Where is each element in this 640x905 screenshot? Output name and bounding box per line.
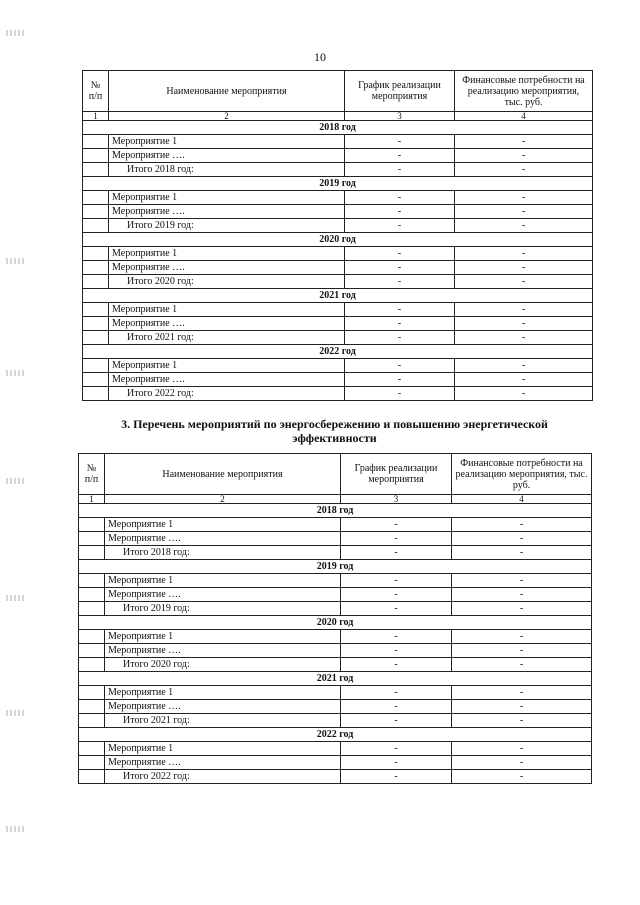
event-finance: - bbox=[452, 742, 592, 756]
event-name: Мероприятие 1 bbox=[109, 191, 345, 205]
event-finance: - bbox=[455, 247, 593, 261]
event-schedule: - bbox=[341, 532, 452, 546]
event-name: Мероприятие …. bbox=[109, 373, 345, 387]
event-schedule: - bbox=[341, 630, 452, 644]
table-row bbox=[83, 135, 593, 149]
table-row bbox=[83, 373, 593, 387]
row-number bbox=[83, 191, 109, 205]
event-name: Итого 2019 год: bbox=[109, 219, 345, 233]
event-name: Мероприятие 1 bbox=[109, 303, 345, 317]
event-name: Мероприятие 1 bbox=[109, 247, 345, 261]
event-finance: - bbox=[452, 770, 592, 784]
total-row bbox=[83, 163, 593, 177]
table-row bbox=[79, 756, 592, 770]
event-schedule: - bbox=[345, 149, 455, 163]
event-schedule: - bbox=[341, 588, 452, 602]
row-number bbox=[79, 518, 105, 532]
scan-artifact bbox=[6, 370, 24, 376]
event-schedule: - bbox=[341, 658, 452, 672]
total-row bbox=[79, 770, 592, 784]
event-name: Итого 2020 год: bbox=[105, 658, 341, 672]
event-finance: - bbox=[455, 261, 593, 275]
table-row bbox=[79, 518, 592, 532]
year-row bbox=[79, 504, 592, 518]
event-finance: - bbox=[452, 756, 592, 770]
event-finance: - bbox=[452, 630, 592, 644]
total-row bbox=[79, 546, 592, 560]
event-name: Мероприятие 1 bbox=[109, 135, 345, 149]
section-3-title: 3. Перечень мероприятий по энергосбережению и повышению энергетической эффективности bbox=[121, 417, 548, 445]
row-number bbox=[79, 630, 105, 644]
event-finance: - bbox=[452, 518, 592, 532]
row-number bbox=[79, 574, 105, 588]
event-name: Мероприятие …. bbox=[105, 532, 341, 546]
table-row bbox=[83, 247, 593, 261]
year-label: 2020 год bbox=[83, 233, 593, 247]
event-name: Мероприятие 1 bbox=[105, 686, 341, 700]
row-number bbox=[83, 331, 109, 345]
year-row bbox=[83, 121, 593, 135]
event-finance: - bbox=[455, 387, 593, 401]
total-row bbox=[83, 331, 593, 345]
event-finance: - bbox=[452, 714, 592, 728]
table-row bbox=[79, 686, 592, 700]
table-row bbox=[79, 742, 592, 756]
event-finance: - bbox=[455, 275, 593, 289]
event-name: Мероприятие …. bbox=[109, 149, 345, 163]
event-name: Итого 2021 год: bbox=[105, 714, 341, 728]
year-label: 2021 год bbox=[83, 289, 593, 303]
table-row bbox=[79, 532, 592, 546]
table-row bbox=[83, 317, 593, 331]
year-label: 2021 год bbox=[79, 672, 592, 686]
row-number bbox=[79, 644, 105, 658]
event-finance: - bbox=[455, 373, 593, 387]
event-name: Итого 2018 год: bbox=[105, 546, 341, 560]
event-finance: - bbox=[452, 700, 592, 714]
event-name: Мероприятие …. bbox=[109, 205, 345, 219]
header-schedule: График реализации мероприятия bbox=[341, 454, 452, 495]
event-schedule: - bbox=[341, 686, 452, 700]
row-number bbox=[79, 686, 105, 700]
table-body bbox=[79, 495, 592, 784]
year-row bbox=[83, 233, 593, 247]
event-name: Мероприятие 1 bbox=[105, 574, 341, 588]
column-numbers-row bbox=[79, 495, 592, 504]
row-number bbox=[83, 163, 109, 177]
scan-artifact bbox=[6, 595, 24, 601]
row-number bbox=[79, 532, 105, 546]
table-row bbox=[83, 359, 593, 373]
table-header-row bbox=[83, 71, 593, 112]
column-number: 2 bbox=[105, 495, 341, 504]
year-row bbox=[79, 672, 592, 686]
event-finance: - bbox=[452, 644, 592, 658]
total-row bbox=[83, 387, 593, 401]
table-row bbox=[79, 630, 592, 644]
event-finance: - bbox=[452, 574, 592, 588]
year-label: 2019 год bbox=[83, 177, 593, 191]
table-row bbox=[79, 574, 592, 588]
scan-artifact bbox=[6, 258, 24, 264]
event-schedule: - bbox=[345, 317, 455, 331]
event-finance: - bbox=[452, 686, 592, 700]
event-schedule: - bbox=[341, 518, 452, 532]
total-row bbox=[79, 714, 592, 728]
row-number bbox=[79, 588, 105, 602]
event-schedule: - bbox=[341, 756, 452, 770]
event-finance: - bbox=[455, 163, 593, 177]
event-schedule: - bbox=[345, 135, 455, 149]
year-label: 2020 год bbox=[79, 616, 592, 630]
event-schedule: - bbox=[341, 700, 452, 714]
year-row bbox=[83, 345, 593, 359]
table-row bbox=[83, 149, 593, 163]
event-finance: - bbox=[455, 331, 593, 345]
events-table-1 bbox=[82, 70, 593, 401]
column-number: 4 bbox=[452, 495, 592, 504]
event-schedule: - bbox=[345, 359, 455, 373]
event-schedule: - bbox=[341, 602, 452, 616]
scan-artifact bbox=[6, 710, 24, 716]
event-name: Итого 2019 год: bbox=[105, 602, 341, 616]
table-header-row bbox=[79, 454, 592, 495]
table-row bbox=[83, 303, 593, 317]
event-finance: - bbox=[455, 359, 593, 373]
year-label: 2018 год bbox=[83, 121, 593, 135]
total-row bbox=[79, 658, 592, 672]
event-finance: - bbox=[452, 588, 592, 602]
event-name: Итого 2022 год: bbox=[105, 770, 341, 784]
event-name: Итого 2021 год: bbox=[109, 331, 345, 345]
year-row bbox=[79, 560, 592, 574]
table-row bbox=[79, 644, 592, 658]
event-schedule: - bbox=[341, 644, 452, 658]
year-label: 2022 год bbox=[79, 728, 592, 742]
row-number bbox=[83, 303, 109, 317]
column-numbers-row bbox=[83, 112, 593, 121]
event-finance: - bbox=[452, 532, 592, 546]
table-row bbox=[83, 191, 593, 205]
event-name: Мероприятие …. bbox=[109, 261, 345, 275]
table-row bbox=[79, 700, 592, 714]
row-number bbox=[83, 373, 109, 387]
year-row bbox=[83, 289, 593, 303]
row-number bbox=[79, 756, 105, 770]
event-schedule: - bbox=[345, 191, 455, 205]
year-label: 2019 год bbox=[79, 560, 592, 574]
event-schedule: - bbox=[345, 261, 455, 275]
event-schedule: - bbox=[341, 770, 452, 784]
column-number: 2 bbox=[109, 112, 345, 121]
event-name: Итого 2020 год: bbox=[109, 275, 345, 289]
scan-artifact bbox=[6, 826, 24, 832]
event-finance: - bbox=[452, 602, 592, 616]
row-number bbox=[79, 602, 105, 616]
column-number: 4 bbox=[455, 112, 593, 121]
event-finance: - bbox=[455, 317, 593, 331]
row-number bbox=[83, 219, 109, 233]
column-number: 1 bbox=[83, 112, 109, 121]
event-schedule: - bbox=[341, 714, 452, 728]
row-number bbox=[83, 275, 109, 289]
row-number bbox=[83, 205, 109, 219]
total-row bbox=[79, 602, 592, 616]
table-row bbox=[83, 205, 593, 219]
event-name: Мероприятие …. bbox=[105, 700, 341, 714]
event-name: Мероприятие …. bbox=[109, 317, 345, 331]
event-finance: - bbox=[455, 205, 593, 219]
table-body bbox=[83, 112, 593, 401]
event-name: Мероприятие 1 bbox=[105, 518, 341, 532]
row-number bbox=[79, 742, 105, 756]
event-name: Мероприятие …. bbox=[105, 644, 341, 658]
event-schedule: - bbox=[345, 205, 455, 219]
event-schedule: - bbox=[345, 247, 455, 261]
header-num: № п/п bbox=[79, 454, 105, 495]
page-number: 10 bbox=[314, 50, 326, 64]
event-name: Мероприятие 1 bbox=[105, 742, 341, 756]
event-schedule: - bbox=[345, 387, 455, 401]
header-num: № п/п bbox=[83, 71, 109, 112]
event-finance: - bbox=[452, 658, 592, 672]
event-schedule: - bbox=[345, 303, 455, 317]
event-finance: - bbox=[455, 219, 593, 233]
row-number bbox=[83, 135, 109, 149]
year-row bbox=[79, 616, 592, 630]
year-row bbox=[79, 728, 592, 742]
event-name: Мероприятие 1 bbox=[109, 359, 345, 373]
year-label: 2018 год bbox=[79, 504, 592, 518]
event-schedule: - bbox=[345, 373, 455, 387]
year-label: 2022 год bbox=[83, 345, 593, 359]
row-number bbox=[83, 149, 109, 163]
header-name: Наименование мероприятия bbox=[105, 454, 341, 495]
header-schedule: График реализации мероприятия bbox=[345, 71, 455, 112]
header-finance: Финансовые потребности на реализацию мероприятия, тыс. руб. bbox=[452, 454, 592, 495]
row-number bbox=[83, 317, 109, 331]
header-name: Наименование мероприятия bbox=[109, 71, 345, 112]
row-number bbox=[79, 658, 105, 672]
row-number bbox=[79, 700, 105, 714]
header-finance: Финансовые потребности на реализацию мероприятия, тыс. руб. bbox=[455, 71, 593, 112]
row-number bbox=[79, 770, 105, 784]
event-name: Итого 2018 год: bbox=[109, 163, 345, 177]
total-row bbox=[83, 219, 593, 233]
column-number: 3 bbox=[345, 112, 455, 121]
event-schedule: - bbox=[345, 331, 455, 345]
events-table-2 bbox=[78, 453, 592, 784]
event-finance: - bbox=[455, 135, 593, 149]
scan-artifact bbox=[6, 30, 24, 36]
event-finance: - bbox=[455, 149, 593, 163]
event-schedule: - bbox=[341, 574, 452, 588]
scan-artifact bbox=[6, 478, 24, 484]
row-number bbox=[79, 546, 105, 560]
event-schedule: - bbox=[345, 219, 455, 233]
column-number: 3 bbox=[341, 495, 452, 504]
row-number bbox=[79, 714, 105, 728]
event-name: Мероприятие …. bbox=[105, 756, 341, 770]
event-schedule: - bbox=[345, 275, 455, 289]
row-number bbox=[83, 387, 109, 401]
event-finance: - bbox=[452, 546, 592, 560]
event-schedule: - bbox=[341, 546, 452, 560]
event-schedule: - bbox=[345, 163, 455, 177]
column-number: 1 bbox=[79, 495, 105, 504]
table-row bbox=[79, 588, 592, 602]
event-name: Итого 2022 год: bbox=[109, 387, 345, 401]
event-finance: - bbox=[455, 191, 593, 205]
total-row bbox=[83, 275, 593, 289]
row-number bbox=[83, 261, 109, 275]
year-row bbox=[83, 177, 593, 191]
event-name: Мероприятие 1 bbox=[105, 630, 341, 644]
event-finance: - bbox=[455, 303, 593, 317]
table-row bbox=[83, 261, 593, 275]
event-schedule: - bbox=[341, 742, 452, 756]
event-name: Мероприятие …. bbox=[105, 588, 341, 602]
row-number bbox=[83, 247, 109, 261]
row-number bbox=[83, 359, 109, 373]
